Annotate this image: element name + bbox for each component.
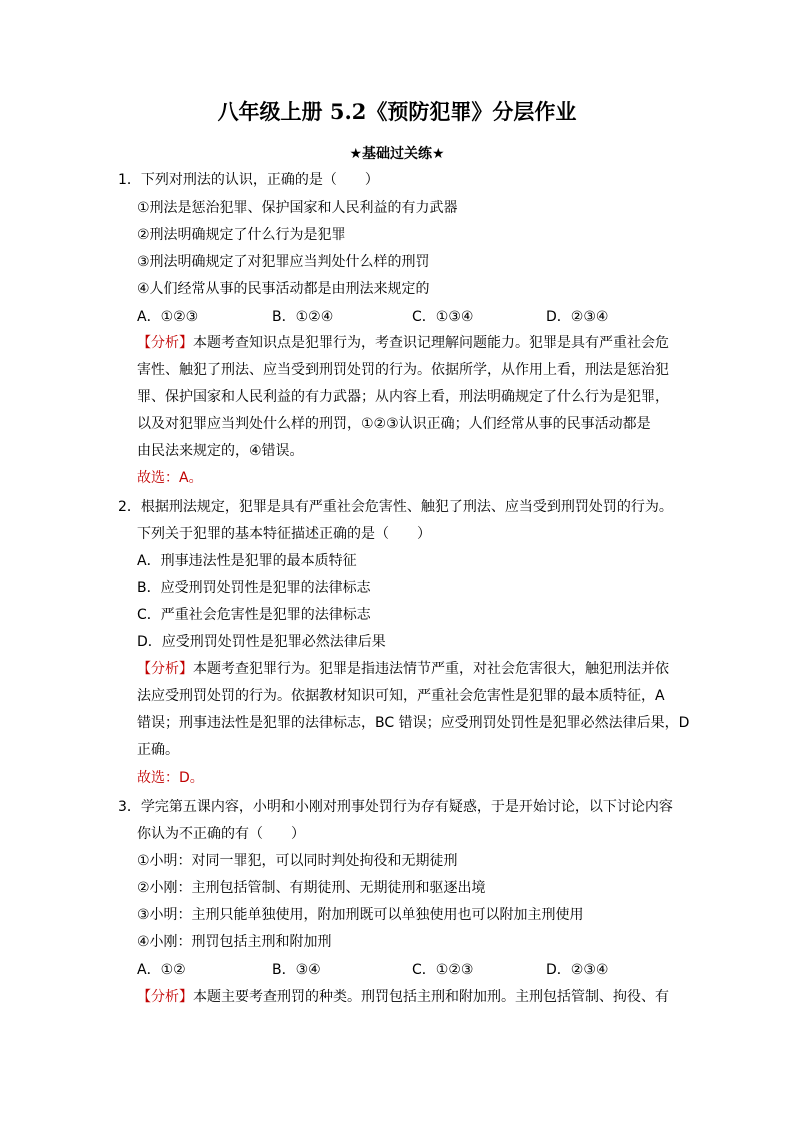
question-3-option-b: B．③④ bbox=[272, 962, 321, 978]
question-1-option-a: A．①②③ bbox=[137, 309, 199, 325]
question-2-option-b: B．应受刑罚处罚性是犯罪的法律标志 bbox=[137, 580, 371, 596]
question-3-statement-3: ③小明：主刑只能单独使用，附加刑既可以单独使用也可以附加主刑使用 bbox=[137, 907, 584, 923]
question-3-statement-1: ①小明：对同一罪犯，可以同时判处拘役和无期徒刑 bbox=[137, 853, 458, 869]
question-2-analysis-line-1: 【分析】本题考查犯罪行为。犯罪是指违法情节严重，对社会危害很大，触犯刑法并依 bbox=[137, 661, 669, 677]
question-1-analysis-line-5: 由民法来规定的，④错误。 bbox=[137, 443, 304, 459]
question-2-analysis-line-2: 法应受刑罚处罚的行为。依据教材知识可知，严重社会危害性是犯罪的最本质特征，A bbox=[137, 688, 665, 704]
analysis-tag: 【分析】 bbox=[137, 989, 193, 1005]
question-3-statement-2: ②小刚：主刑包括管制、有期徒刑、无期徒刑和驱逐出境 bbox=[137, 880, 486, 896]
question-1-analysis-line-2: 害性、触犯了刑法、应当受到刑罚处罚的行为。依据所学，从作用上看，刑法是惩治犯 bbox=[137, 362, 669, 378]
question-3-option-d: D．②③④ bbox=[546, 962, 609, 978]
page-title: 八年级上册 5.2《预防犯罪》分层作业 bbox=[217, 99, 577, 124]
question-2-analysis-line-3: 错误；刑事违法性是犯罪的法律标志，BC 错误；应受刑罚处罚性是犯罪必然法律后果，D bbox=[137, 715, 690, 731]
question-3-option-c: C．①②③ bbox=[412, 962, 474, 978]
question-2-analysis-line-4: 正确。 bbox=[137, 742, 179, 758]
question-2-option-c: C．严重社会危害性是犯罪的法律标志 bbox=[137, 607, 371, 623]
question-1-option-b: B．①②④ bbox=[272, 309, 334, 325]
question-2-option-d: D．应受刑罚处罚性是犯罪必然法律后果 bbox=[137, 634, 386, 650]
question-1-statement-3: ③刑法明确规定了对犯罪应当判处什么样的刑罚 bbox=[137, 254, 430, 270]
question-1-analysis-line-4: 以及对犯罪应当判处什么样的刑罚，①②③认识正确；人们经常从事的民事活动都是 bbox=[137, 416, 651, 432]
question-3-analysis-line-1: 【分析】本题主要考查刑罚的种类。刑罚包括主刑和附加刑。主刑包括管制、拘役、有 bbox=[137, 989, 669, 1005]
question-3-option-a: A．①② bbox=[137, 962, 186, 978]
question-1-statement-1: ①刑法是惩治犯罪、保护国家和人民利益的有力武器 bbox=[137, 200, 458, 216]
question-1-statement-2: ②刑法明确规定了什么行为是犯罪 bbox=[137, 227, 346, 243]
question-3-stem-line-2: 你认为不正确的有（ ） bbox=[137, 826, 305, 842]
question-3-statement-4: ④小刚：刑罚包括主刑和附加刑 bbox=[137, 934, 332, 950]
question-2-answer: 故选：D。 bbox=[137, 770, 204, 786]
question-2-stem-line-1: 2．根据刑法规定，犯罪是具有严重社会危害性、触犯了刑法、应当受到刑罚处罚的行为。 bbox=[118, 499, 673, 515]
question-1-analysis-line-1: 【分析】本题考查知识点是犯罪行为，考查识记理解问题能力。犯罪是具有严重社会危 bbox=[137, 335, 669, 351]
analysis-tag: 【分析】 bbox=[137, 335, 193, 351]
question-1-statement-4: ④人们经常从事的民事活动都是由刑法来规定的 bbox=[137, 281, 430, 297]
question-1-stem: 1．下列对刑法的认识，正确的是（ ） bbox=[118, 172, 379, 188]
question-1-option-d: D．②③④ bbox=[546, 309, 609, 325]
question-1-answer: 故选：A。 bbox=[137, 470, 203, 486]
question-3-stem-line-1: 3．学完第五课内容，小明和小刚对刑事处罚行为存有疑惑，于是开始讨论，以下讨论内容 bbox=[118, 799, 673, 815]
question-2-stem-line-2: 下列关于犯罪的基本特征描述正确的是（ ） bbox=[137, 526, 431, 542]
analysis-tag: 【分析】 bbox=[137, 661, 193, 677]
question-2-option-a: A．刑事违法性是犯罪的最本质特征 bbox=[137, 553, 357, 569]
question-1-option-c: C．①③④ bbox=[412, 309, 474, 325]
section-heading: ★基础过关练★ bbox=[349, 146, 445, 162]
question-1-analysis-line-3: 罪、保护国家和人民利益的有力武器；从内容上看，刑法明确规定了什么行为是犯罪， bbox=[137, 389, 669, 405]
